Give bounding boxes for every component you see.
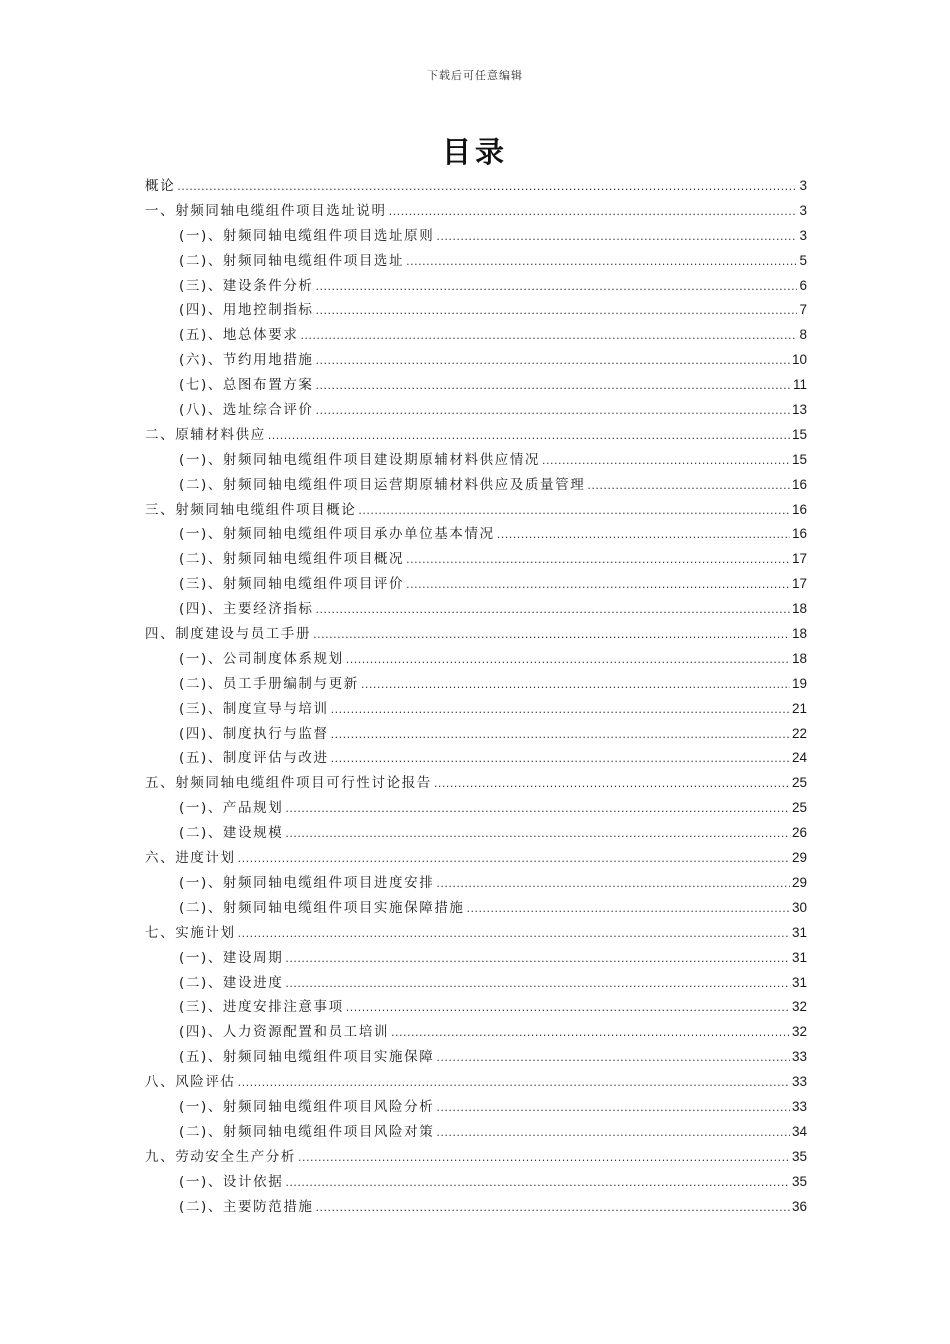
toc-dot-leader (316, 1196, 790, 1221)
toc-entry[interactable] (145, 1195, 807, 1220)
toc-entry-page-number: 3 (799, 178, 807, 193)
toc-dot-leader (316, 399, 790, 424)
toc-entry-label: (一)、射频同轴电缆组件项目建设期原辅材料供应情况 (179, 451, 541, 468)
toc-entry-label: 八、风险评估 (145, 1074, 236, 1091)
toc-dot-leader (331, 698, 790, 723)
toc-dot-leader (346, 996, 790, 1021)
toc-entry-page-number: 22 (791, 725, 807, 741)
toc-dot-leader (300, 324, 797, 349)
toc-entry-page-number: 25 (791, 775, 807, 791)
toc-entry-page-number: 16 (791, 476, 807, 492)
toc-entry-page-number: 32 (791, 999, 807, 1015)
toc-entry-page-number: 34 (791, 1123, 807, 1139)
toc-dot-leader (285, 972, 790, 997)
toc-entry[interactable] (145, 771, 807, 796)
toc-entry-page-number: 7 (799, 302, 807, 318)
toc-entry-label: 七、实施计划 (145, 924, 236, 941)
toc-dot-leader (285, 1171, 790, 1196)
toc-entry-label: (二)、射频同轴电缆组件项目选址 (179, 252, 405, 269)
toc-entry-label: (二)、建设进度 (179, 974, 284, 991)
toc-dot-leader (436, 872, 790, 897)
toc-dot-leader (436, 225, 797, 250)
toc-dot-leader (389, 200, 798, 225)
toc-entry-label: 五、射频同轴电缆组件项目可行性讨论报告 (145, 775, 432, 792)
toc-entry-page-number: 16 (791, 526, 807, 542)
toc-entry[interactable] (145, 697, 807, 722)
toc-entry-label: (一)、产品规划 (179, 800, 284, 817)
toc-entry[interactable] (145, 622, 807, 647)
toc-dot-leader (467, 897, 790, 922)
toc-entry-label: (一)、射频同轴电缆组件项目风险分析 (179, 1098, 435, 1115)
toc-entry-label: (二)、主要防范措施 (179, 1198, 314, 1215)
toc-entry[interactable] (145, 946, 807, 971)
toc-dot-leader (316, 374, 791, 399)
toc-entry-label: (二)、射频同轴电缆组件项目实施保障措施 (179, 899, 465, 916)
toc-dot-leader (316, 349, 790, 374)
toc-entry-label: (七)、总图布置方案 (179, 377, 314, 394)
toc-entry[interactable] (145, 821, 807, 846)
toc-entry-page-number: 16 (791, 501, 807, 517)
toc-entry-page-number: 11 (792, 377, 807, 393)
toc-entry[interactable] (145, 522, 807, 547)
toc-entry[interactable] (145, 647, 807, 672)
toc-entry-label: (一)、射频同轴电缆组件项目承办单位基本情况 (179, 526, 495, 543)
toc-entry[interactable] (145, 348, 807, 373)
table-of-contents (145, 174, 807, 1219)
toc-entry-label: (二)、员工手册编制与更新 (179, 675, 359, 692)
toc-entry-label: (四)、用地控制指标 (179, 302, 314, 319)
toc-entry-label: (一)、射频同轴电缆组件项目选址原则 (179, 227, 435, 244)
toc-entry-label: (三)、进度安排注意事项 (179, 999, 344, 1016)
toc-entry[interactable] (145, 1145, 807, 1170)
toc-dot-leader (406, 573, 790, 598)
toc-entry[interactable] (145, 298, 807, 323)
toc-dot-leader (542, 449, 790, 474)
toc-entry-label: (一)、公司制度体系规划 (179, 650, 344, 667)
toc-entry-page-number: 31 (791, 949, 807, 965)
toc-entry-label: (一)、射频同轴电缆组件项目进度安排 (179, 874, 435, 891)
toc-entry[interactable] (145, 921, 807, 946)
toc-entry-page-number: 33 (791, 1074, 807, 1090)
toc-entry-label: 概论 (145, 178, 176, 194)
toc-dot-leader (587, 474, 790, 499)
toc-dot-leader (331, 747, 790, 772)
toc-entry[interactable] (145, 597, 807, 622)
toc-entry[interactable] (145, 498, 807, 523)
toc-entry-page-number: 13 (791, 402, 807, 418)
toc-entry-label: (四)、人力资源配置和员工培训 (179, 1024, 390, 1041)
toc-entry-page-number: 21 (791, 700, 807, 716)
toc-entry-page-number: 30 (791, 899, 807, 915)
toc-entry-page-number: 32 (791, 1024, 807, 1040)
toc-entry-label: (五)、射频同轴电缆组件项目实施保障 (179, 1049, 435, 1066)
toc-entry[interactable] (145, 672, 807, 697)
toc-dot-leader (346, 648, 790, 673)
toc-entry-label: (三)、射频同轴电缆组件项目评价 (179, 576, 405, 593)
toc-entry-label: (一)、建设周期 (179, 949, 284, 966)
toc-dot-leader (434, 772, 790, 797)
toc-dot-leader (285, 947, 790, 972)
toc-dot-leader (497, 523, 790, 548)
toc-entry[interactable] (145, 1170, 807, 1195)
toc-entry-label: (五)、制度评估与改进 (179, 750, 329, 767)
toc-dot-leader (285, 822, 790, 847)
toc-entry[interactable] (145, 971, 807, 996)
toc-entry[interactable] (145, 323, 807, 348)
toc-entry[interactable] (145, 1120, 807, 1145)
toc-dot-leader (177, 175, 797, 200)
toc-title: 目录 (441, 135, 508, 169)
toc-entry-page-number: 24 (791, 750, 807, 766)
toc-entry-page-number: 15 (791, 426, 807, 442)
toc-entry-page-number: 10 (791, 352, 807, 368)
toc-entry-label: (二)、射频同轴电缆组件项目概况 (179, 551, 405, 568)
toc-dot-leader (406, 250, 797, 275)
toc-entry-page-number: 19 (791, 675, 807, 691)
toc-entry-page-number: 31 (791, 974, 807, 990)
toc-dot-leader (316, 275, 798, 300)
toc-entry-label: (五)、地总体要求 (179, 327, 299, 344)
toc-entry[interactable] (145, 473, 807, 498)
toc-entry-page-number: 18 (791, 650, 807, 666)
toc-entry-page-number: 17 (791, 576, 807, 592)
toc-entry-page-number: 26 (791, 825, 807, 841)
toc-dot-leader (358, 499, 790, 524)
toc-entry[interactable] (145, 846, 807, 871)
toc-entry-page-number: 15 (791, 451, 807, 467)
toc-entry[interactable] (145, 249, 807, 274)
toc-entry-label: (六)、节约用地措施 (179, 352, 314, 369)
toc-entry[interactable] (145, 722, 807, 747)
toc-entry-page-number: 33 (791, 1049, 807, 1065)
toc-entry[interactable] (145, 448, 807, 473)
toc-dot-leader (238, 922, 790, 947)
toc-entry-page-number: 17 (791, 551, 807, 567)
toc-dot-leader (313, 623, 790, 648)
toc-entry-page-number: 29 (791, 850, 807, 866)
toc-dot-leader (238, 1071, 790, 1096)
toc-entry[interactable] (145, 224, 807, 249)
toc-entry[interactable] (145, 274, 807, 299)
toc-entry-label: 三、射频同轴电缆组件项目概论 (145, 501, 357, 518)
header-note: 下载后可任意编辑 (427, 69, 523, 82)
toc-entry[interactable] (145, 373, 807, 398)
toc-entry[interactable] (145, 871, 807, 896)
toc-entry-label: (四)、主要经济指标 (179, 601, 314, 618)
toc-entry-page-number: 8 (799, 327, 807, 343)
toc-dot-leader (285, 797, 790, 822)
toc-entry-page-number: 35 (791, 1148, 807, 1164)
toc-entry[interactable] (145, 572, 807, 597)
toc-entry[interactable] (145, 746, 807, 771)
toc-entry[interactable] (145, 547, 807, 572)
toc-entry[interactable] (145, 423, 807, 448)
toc-entry[interactable] (145, 398, 807, 423)
toc-entry-page-number: 36 (791, 1198, 807, 1214)
toc-dot-leader (316, 598, 790, 623)
toc-entry[interactable] (145, 1045, 807, 1070)
toc-entry-page-number: 31 (791, 924, 807, 940)
toc-entry-label: 九、劳动安全生产分析 (145, 1148, 296, 1165)
toc-dot-leader (316, 299, 798, 324)
toc-entry-label: 六、进度计划 (145, 850, 236, 867)
toc-entry[interactable] (145, 1095, 807, 1120)
toc-dot-leader (268, 424, 790, 449)
toc-entry-label: (二)、射频同轴电缆组件项目运营期原辅材料供应及质量管理 (179, 476, 586, 493)
toc-entry[interactable] (145, 796, 807, 821)
toc-entry-label: (三)、制度宣导与培训 (179, 700, 329, 717)
toc-entry-page-number: 18 (791, 601, 807, 617)
toc-entry-label: (四)、制度执行与监督 (179, 725, 329, 742)
toc-entry-page-number: 6 (799, 277, 807, 293)
toc-entry-label: 四、制度建设与员工手册 (145, 626, 312, 643)
toc-entry-page-number: 18 (791, 626, 807, 642)
toc-dot-leader (361, 673, 790, 698)
toc-dot-leader (391, 1021, 790, 1046)
toc-entry-page-number: 25 (791, 800, 807, 816)
toc-entry-label: (二)、建设规模 (179, 825, 284, 842)
toc-entry-page-number: 35 (791, 1173, 807, 1189)
toc-dot-leader (436, 1096, 790, 1121)
toc-entry-page-number: 5 (799, 252, 807, 268)
toc-dot-leader (238, 847, 790, 872)
toc-entry-label: (三)、建设条件分析 (179, 277, 314, 294)
toc-entry-page-number: 29 (791, 874, 807, 890)
toc-entry[interactable] (145, 896, 807, 921)
toc-entry-label: (二)、射频同轴电缆组件项目风险对策 (179, 1123, 435, 1140)
toc-entry[interactable] (145, 995, 807, 1020)
toc-entry[interactable] (145, 1020, 807, 1045)
toc-entry-label: 一、射频同轴电缆组件项目选址说明 (145, 202, 387, 219)
toc-entry-label: (八)、选址综合评价 (179, 402, 314, 419)
toc-entry[interactable] (145, 199, 807, 224)
toc-entry-page-number: 3 (799, 202, 807, 218)
toc-dot-leader (406, 548, 790, 573)
toc-entry-page-number: 33 (791, 1098, 807, 1114)
toc-entry[interactable] (145, 174, 807, 199)
toc-dot-leader (331, 723, 790, 748)
toc-entry[interactable] (145, 1070, 807, 1095)
toc-dot-leader (298, 1146, 790, 1171)
toc-entry-page-number: 3 (799, 227, 807, 243)
toc-entry-label: 二、原辅材料供应 (145, 426, 266, 443)
toc-dot-leader (436, 1121, 790, 1146)
toc-dot-leader (436, 1046, 790, 1071)
toc-entry-label: (一)、设计依据 (179, 1173, 284, 1190)
